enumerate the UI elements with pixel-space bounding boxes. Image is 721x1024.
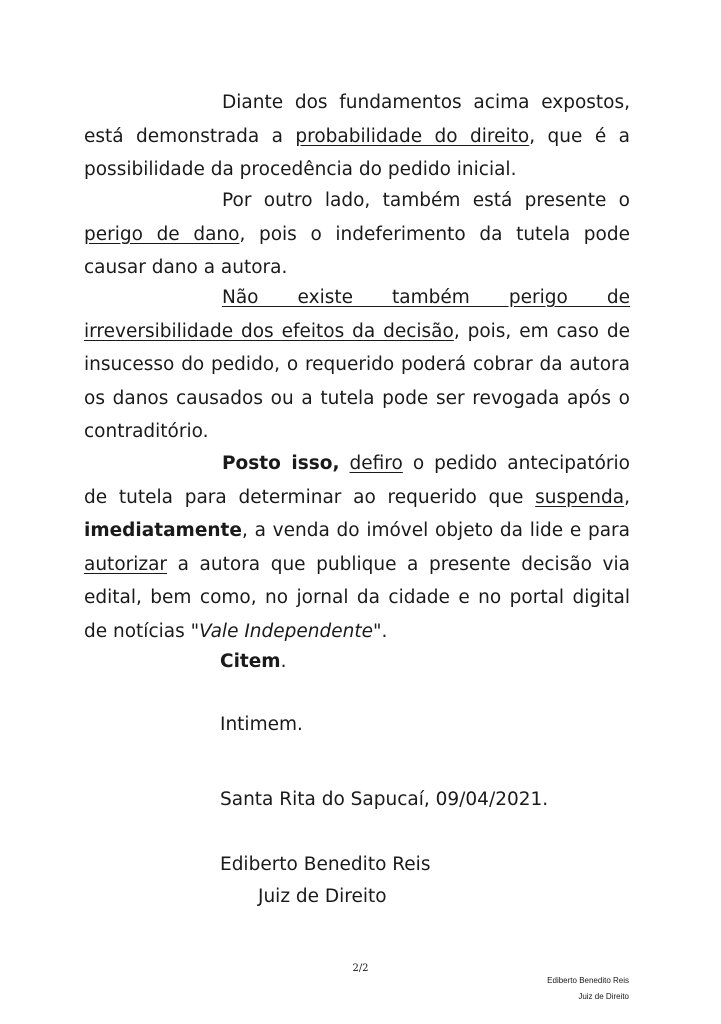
text-segment: a autora que publique a presente decisão via edital, bem como, no jornal da cidade e no portal digital de notícias " [84, 553, 630, 642]
page-number: 2/2 [352, 963, 369, 974]
text-segment: , pois, em caso de insucesso do pedido, o requerido poderá cobrar da autora os danos causados ou a tutela pode ser revogada após o contraditório. [84, 320, 630, 442]
text-segment: Por outro lado, também está presente o [222, 190, 630, 211]
text-segment: ". [372, 620, 388, 642]
footer-stamp-title: Juiz de Direito [578, 992, 629, 1001]
text-segment: o pedido antecipatório de tutela para determinar ao requerido que [84, 453, 630, 508]
citem-line [220, 649, 286, 675]
footer-stamp-name: Ediberto Benedito Reis [547, 976, 629, 985]
underlined-text: suspenda [535, 486, 625, 508]
text-segment: Diante dos fundamentos acima expostos, está demonstrada a [84, 92, 630, 147]
bold-text: Posto isso, [222, 453, 340, 474]
text-segment: , a venda do imóvel objeto da lide e para [241, 520, 630, 541]
intimem-line: Intimem. [220, 714, 303, 735]
underlined-text: defiro [349, 453, 403, 474]
underlined-text: perigo de dano [84, 223, 240, 245]
paragraph-irreversibilidade [84, 281, 630, 449]
underlined-text: probabilidade do direito [295, 125, 530, 147]
text-segment [340, 453, 350, 474]
date-line: Santa Rita do Sapucaí, 09/04/2021. [220, 789, 549, 810]
italic-text: Vale Independente [199, 620, 373, 642]
paragraph-dispositivo [84, 447, 630, 648]
paragraph-probabilidade [84, 86, 630, 187]
bold-text: Citem [220, 651, 281, 672]
text-segment: , que é a possibilidade da procedência do pedido inicial. [84, 125, 631, 180]
text-segment: , pois o indeferimento da tutela pode causar dano a autora. [84, 223, 630, 278]
signer-name: Ediberto Benedito Reis [220, 854, 431, 875]
underlined-text: autorizar [84, 553, 168, 575]
text-segment: . [280, 651, 287, 672]
paragraph-perigo-de-dano [84, 184, 630, 285]
text-segment: , [624, 486, 630, 508]
bold-text: imediatamente [84, 520, 242, 541]
underlined-text: Não existe também perigo de irreversibilidade dos efeitos da decisão [84, 287, 630, 342]
signer-title: Juiz de Direito [258, 886, 387, 907]
